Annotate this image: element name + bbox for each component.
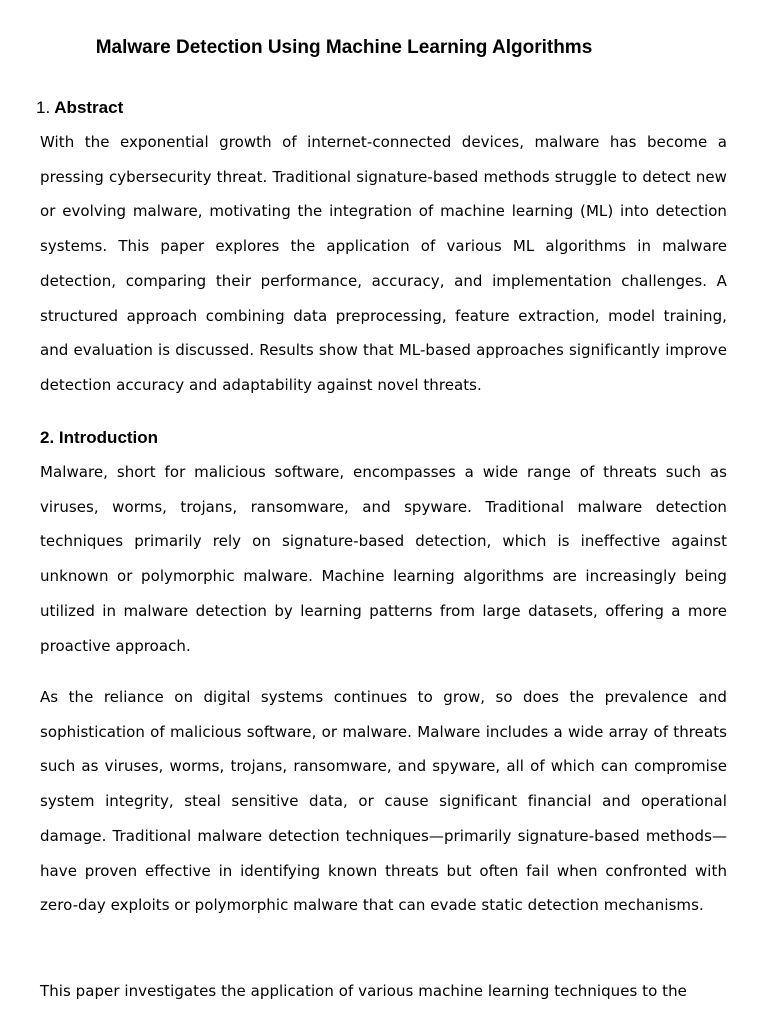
section-heading-abstract: [36, 97, 123, 119]
abstract-paragraph: With the exponential growth of internet-connected devices, malware has become a pressing cybersecurity threat. Traditional signature-based methods struggle to detect new or evolving malware, motivating the integration of machine learning (ML) into detection systems. This paper explores the application of various ML algorithms in malware detection, comparing their performance, accuracy, and implementation challenges. A structured approach combining data preprocessing, feature extraction, model training, and evaluation is discussed. Results show that ML-based approaches significantly improve detection accuracy and adaptability against novel threats.: [40, 133, 727, 394]
introduction-paragraph-2: As the reliance on digital systems continues to grow, so does the prevalence and sophistication of malicious software, or malware. Malware includes a wide array of threats such as viruses, worms, trojans, ransomware, and spyware, all of which can compromise system integrity, steal sensitive data, or cause significant financial and operational damage. Traditional malware detection techniques—primarily signature-based methods—have proven effective in identifying known threats but often fail when confronted with zero-day exploits or polymorphic malware that can evade static detection mechanisms.: [40, 688, 727, 915]
section-title: Abstract: [54, 98, 124, 117]
introduction-paragraph-1: Malware, short for malicious software, encompasses a wide range of threats such as viruses, worms, trojans, ransomware, and spyware. Traditional malware detection techniques primarily rely on signature-based detection, which is ineffective against unknown or polymorphic malware. Machine learning algorithms are increasingly being utilized in malware detection by learning patterns from large datasets, offering a more proactive approach.: [40, 463, 727, 655]
introduction-paragraph-3: This paper investigates the application of various machine learning techniques to the: [40, 982, 687, 1000]
section-number: 1.: [36, 98, 51, 117]
paper-title: Malware Detection Using Machine Learning Algorithms: [95, 37, 593, 58]
section-heading-introduction: 2. Introduction: [40, 428, 159, 447]
